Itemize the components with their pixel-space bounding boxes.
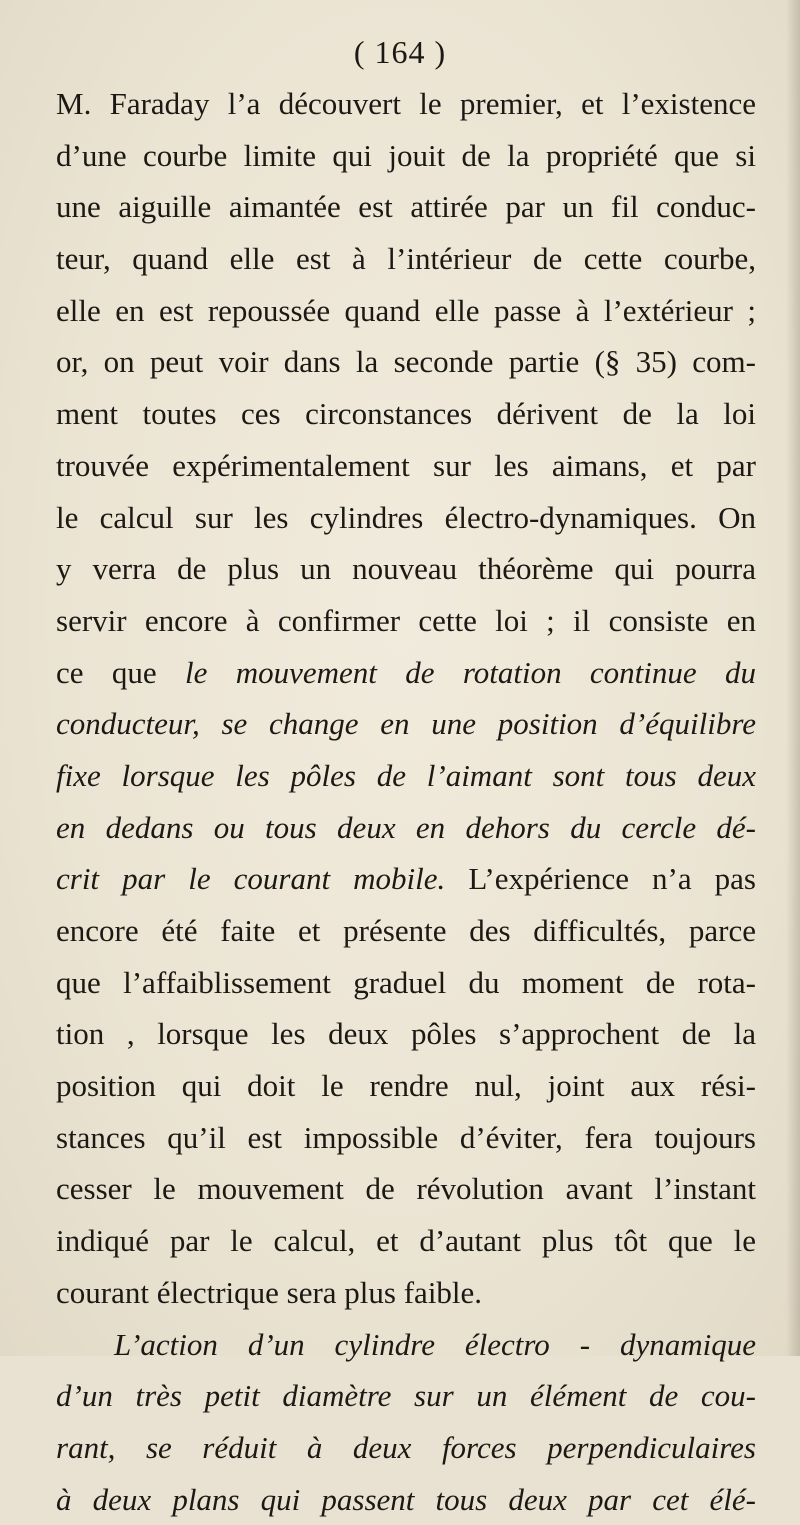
text-line xyxy=(56,647,756,699)
text-line xyxy=(56,957,756,1009)
text-line xyxy=(56,233,756,285)
text-segment: cesser le mouvement de révolution avant l’instant xyxy=(56,1171,756,1207)
text-line xyxy=(56,130,756,182)
text-line xyxy=(56,802,756,854)
italic-text: conducteur, se change en une position d’équilibre xyxy=(56,706,756,742)
text-line xyxy=(56,1060,756,1112)
text-segment: or, on peut voir dans la seconde partie (§ 35) com- xyxy=(56,344,756,380)
text-segment: d’une courbe limite qui jouit de la propriété que si xyxy=(56,137,756,173)
text-segment: trouvée expérimentalement sur les aimans, et par xyxy=(56,447,756,483)
italic-text: rant, se réduit à deux forces perpendiculaires xyxy=(56,1429,756,1465)
text-segment: elle en est repoussée quand elle passe à l’extérieur ; xyxy=(56,292,756,328)
text-segment: ce que xyxy=(56,654,185,690)
text-segment: ment toutes ces circonstances dérivent de la loi xyxy=(56,396,756,432)
text-line xyxy=(56,1215,756,1267)
text-segment: position qui doit le rendre nul, joint aux rési- xyxy=(56,1068,756,1104)
text-segment: M. Faraday l’a découvert le premier, et l’existence xyxy=(56,86,756,121)
text-line xyxy=(56,388,756,440)
text-line xyxy=(56,1008,756,1060)
text-line xyxy=(56,1474,756,1525)
text-line xyxy=(56,1112,756,1164)
text-line xyxy=(56,543,756,595)
text-segment: y verra de plus un nouveau théorème qui pourra xyxy=(56,551,756,587)
italic-text: d’un très petit diamètre sur un élément de cou- xyxy=(56,1378,756,1414)
text-line xyxy=(56,698,756,750)
text-line xyxy=(56,595,756,647)
text-segment: L’expérience n’a pas xyxy=(445,861,757,897)
text-line xyxy=(56,1370,756,1422)
italic-text: fixe lorsque les pôles de l’aimant sont tous deux xyxy=(56,757,756,793)
italic-text: à deux plans qui passent tous deux par cet élé- xyxy=(56,1481,756,1517)
text-segment: le calcul sur les cylindres électro-dynamiques. On xyxy=(56,499,756,535)
text-segment: courant électrique sera plus faible. xyxy=(56,1274,483,1310)
body-text xyxy=(56,78,756,1525)
italic-text: L’action d’un cylindre électro - dynamique xyxy=(114,1326,756,1362)
text-line xyxy=(56,440,756,492)
text-segment: servir encore à confirmer cette loi ; il consiste en xyxy=(56,602,756,638)
text-segment: indiqué par le calcul, et d’autant plus tôt que le xyxy=(56,1223,756,1259)
text-segment: une aiguille aimantée est attirée par un fil conduc- xyxy=(56,189,756,225)
italic-text: crit par le courant mobile. xyxy=(56,861,446,897)
text-line xyxy=(56,750,756,802)
text-line xyxy=(56,905,756,957)
text-line xyxy=(56,853,756,905)
italic-text: le mouvement de rotation continue du xyxy=(184,654,757,690)
text-line xyxy=(56,1163,756,1215)
text-segment: encore été faite et présente des difficultés, parce xyxy=(56,913,756,948)
text-line xyxy=(56,336,756,388)
text-segment: tion , lorsque les deux pôles s’approchent de la xyxy=(56,1016,756,1052)
text-line xyxy=(56,1422,756,1474)
text-segment: que l’affaiblissement graduel du moment de rota- xyxy=(56,964,756,1000)
italic-text: en dedans ou tous deux en dehors du cercle dé- xyxy=(56,809,756,845)
text-line xyxy=(56,492,756,544)
text-line xyxy=(56,1319,756,1371)
text-segment: stances qu’il est impossible d’éviter, fera toujours xyxy=(56,1119,756,1155)
text-line xyxy=(56,78,756,130)
page-number: ( 164 ) xyxy=(353,34,447,70)
text-line xyxy=(56,285,756,337)
text-line xyxy=(56,1267,756,1319)
text-line xyxy=(56,181,756,233)
page-edge-shadow xyxy=(786,0,800,1356)
text-segment: teur, quand elle est à l’intérieur de cette courbe, xyxy=(56,241,756,277)
